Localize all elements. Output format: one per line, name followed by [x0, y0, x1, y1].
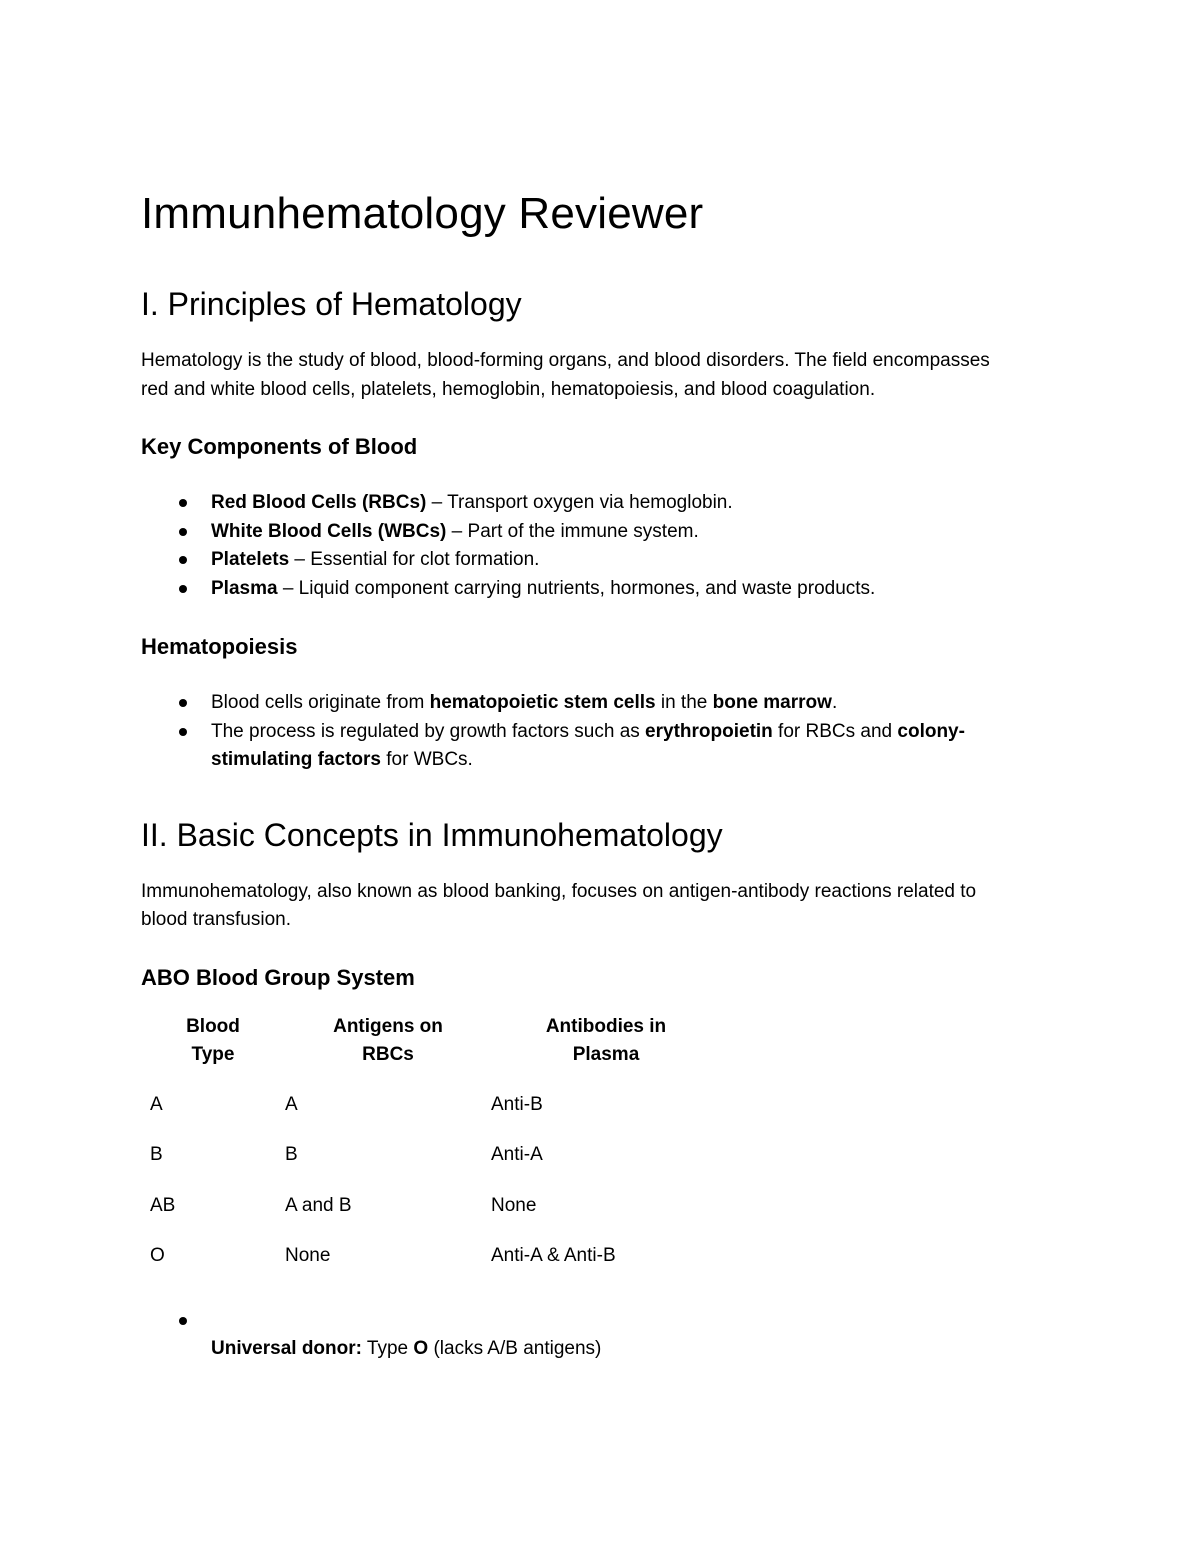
table-cell: None — [285, 1245, 331, 1267]
table-row — [141, 1130, 721, 1181]
bullet-icon — [179, 585, 187, 593]
list-item — [141, 489, 1001, 518]
hematopoiesis-list — [141, 689, 1041, 775]
bullet-icon — [179, 1317, 187, 1325]
table-row — [141, 1231, 721, 1282]
document-page — [141, 186, 1041, 1364]
bold-term: hematopoietic stem cells — [429, 692, 656, 713]
abo-table — [141, 1013, 721, 1282]
table-cell: A and B — [285, 1194, 352, 1216]
text-run: . — [831, 692, 838, 713]
list-item — [141, 689, 1001, 718]
key-components-heading: Key Components of Blood — [141, 434, 418, 459]
term-description: – Part of the immune system. — [446, 520, 699, 542]
term-description: – Liquid component carrying nutrients, hormones, and waste products. — [277, 577, 876, 599]
text-run: The process is regulated by growth factors such as — [211, 720, 646, 742]
bullet-icon — [179, 528, 187, 536]
table-header-row — [141, 1013, 721, 1070]
table-cell: AB — [150, 1194, 176, 1216]
column-header-blood-type — [141, 1013, 285, 1070]
term-label: Platelets — [211, 549, 290, 570]
header-line: RBCs — [362, 1044, 414, 1065]
table-cell: B — [150, 1144, 163, 1166]
table-cell: A — [150, 1093, 163, 1115]
list-item — [141, 518, 1001, 547]
table-row — [141, 1080, 721, 1131]
table-cell: B — [285, 1144, 298, 1166]
header-line: Antibodies in — [545, 1015, 667, 1037]
table-cell: Anti-A — [491, 1144, 543, 1166]
term-description: – Transport oxygen via hemoglobin. — [426, 492, 733, 513]
key-components-list — [141, 489, 1041, 603]
bullet-icon — [179, 699, 187, 707]
table-cell: Anti-A & Anti-B — [491, 1245, 616, 1267]
bold-term: erythropoietin — [645, 720, 773, 742]
list-item — [141, 575, 1001, 604]
table-cell: Anti-B — [491, 1093, 543, 1115]
term-label: White Blood Cells (WBCs) — [211, 520, 447, 542]
hematology-intro-paragraph: Hematology is the study of blood, blood-forming organs, and blood disorders. The field encompasses red and white blood cells, platelets, hemoglobin, hematopoiesis, and blood coagulation. — [141, 350, 990, 400]
bullet-icon — [179, 556, 187, 564]
term-label: Plasma — [211, 577, 278, 599]
section-heading-principles: I. Principles of Hematology — [141, 286, 522, 322]
text-run: Blood cells originate from — [211, 692, 430, 713]
header-line: Plasma — [572, 1044, 640, 1065]
header-line: Type — [191, 1044, 235, 1065]
document-title: Immunhematology Reviewer — [141, 189, 704, 238]
column-header-antigens — [285, 1013, 491, 1070]
note-label: Universal donor: — [211, 1338, 362, 1359]
list-item — [141, 718, 1001, 775]
bold-term: colony-stimulating factors — [211, 720, 965, 770]
bullet-icon — [179, 728, 187, 736]
text-run: Type — [361, 1338, 414, 1359]
bold-term: bone marrow — [712, 692, 832, 713]
universal-donor-note — [141, 1307, 1041, 1364]
list-item — [141, 546, 1001, 575]
text-run: (lacks A/B antigens) — [428, 1338, 602, 1359]
term-description: – Essential for clot formation. — [289, 549, 540, 570]
hematopoiesis-heading: Hematopoiesis — [141, 634, 298, 659]
bullet-icon — [179, 499, 187, 507]
table-cell: A — [285, 1093, 298, 1115]
section-heading-immunohematology: II. Basic Concepts in Immunohematology — [141, 816, 723, 853]
text-run: for RBCs and — [772, 720, 898, 742]
header-line: Antigens on — [333, 1015, 443, 1037]
table-cell: O — [150, 1245, 165, 1267]
table-row — [141, 1181, 721, 1232]
immunohematology-intro-paragraph: Immunohematology, also known as blood banking, focuses on antigen-antibody reactions related to blood transfusion. — [141, 880, 977, 930]
header-line: Blood — [186, 1015, 240, 1037]
table-cell: None — [491, 1194, 537, 1216]
bold-term: O — [413, 1338, 429, 1359]
text-run: in the — [655, 692, 713, 713]
text-run: for WBCs. — [380, 749, 473, 770]
term-label: Red Blood Cells (RBCs) — [211, 492, 427, 513]
abo-heading: ABO Blood Group System — [141, 964, 415, 990]
column-header-antibodies — [491, 1013, 721, 1070]
